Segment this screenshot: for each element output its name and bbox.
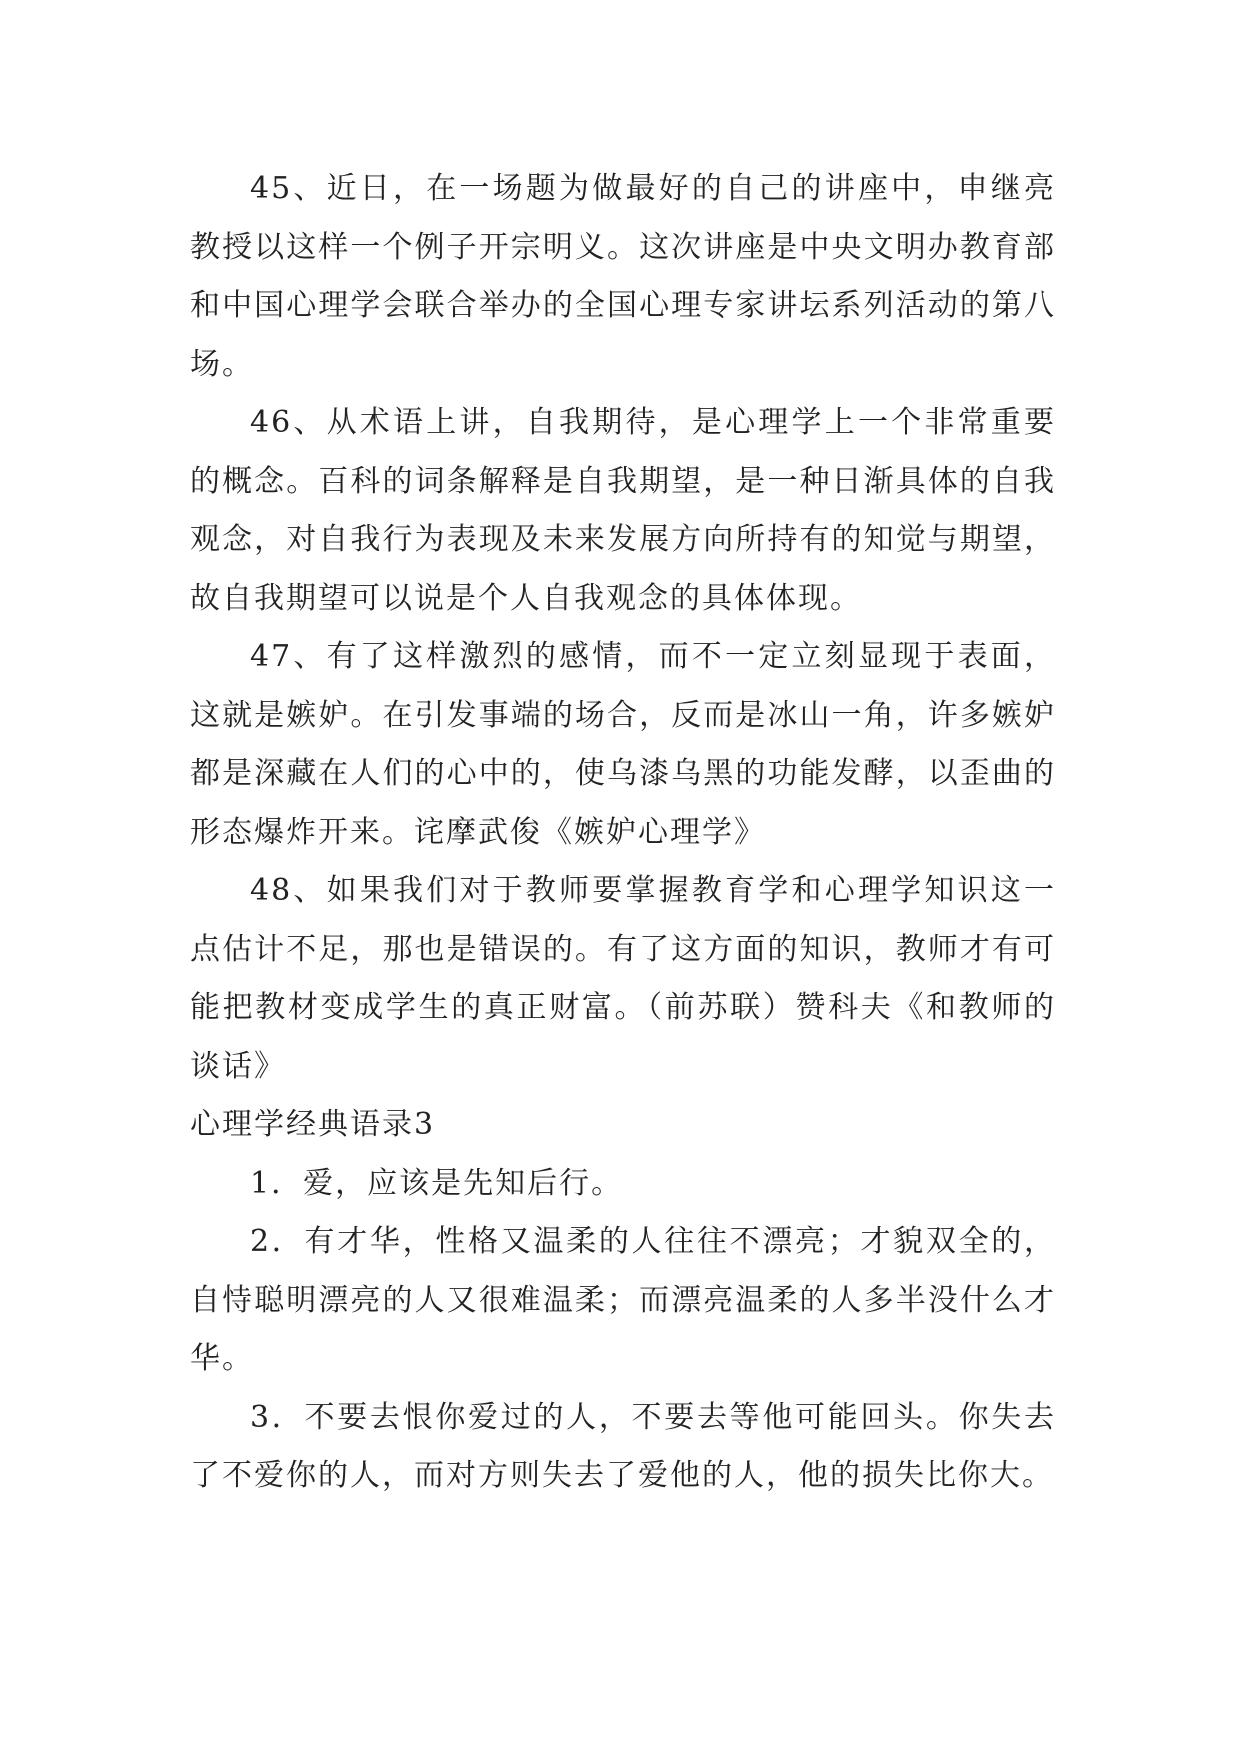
document-body bbox=[190, 160, 1056, 1506]
section-heading: 心理学经典语录3 bbox=[190, 1107, 436, 1142]
paragraph-47: 47、有了这样激烈的感情，而不一定立刻显现于表面，这就是嫉妒。在引发事端的场合，反而是冰山一角，许多嫉妒都是深藏在人们的心中的，使乌漆乌黑的功能发酵，以歪曲的形态爆炸开来。诧摩武俊《嫉妒心理学》 bbox=[190, 639, 1056, 850]
quote-item-1: 1．爱，应该是先知后行。 bbox=[250, 1165, 624, 1201]
quote-item-3: 3．不要去恨你爱过的人，不要去等他可能回头。你失去了不爱你的人，而对方则失去了爱他的人，他的损失比你大。 bbox=[190, 1399, 1056, 1493]
paragraph-45: 45、近日，在一场题为做最好的自己的讲座中，申继亮教授以这样一个例子开宗明义。这次讲座是中央文明办教育部和中国心理学会联合举办的全国心理专家讲坛系列活动的第八场。 bbox=[190, 171, 1056, 382]
quote-item-2: 2．有才华，性格又温柔的人往往不漂亮；才貌双全的，自恃聪明漂亮的人又很难温柔；而漂亮温柔的人多半没什么才华。 bbox=[190, 1224, 1056, 1376]
paragraph-48: 48、如果我们对于教师要掌握教育学和心理学知识这一点估计不足，那也是错误的。有了这方面的知识，教师才有可能把教材变成学生的真正财富。（前苏联）赞科夫《和教师的谈话》 bbox=[190, 873, 1056, 1084]
paragraph-46: 46、从术语上讲，自我期待，是心理学上一个非常重要的概念。百科的词条解释是自我期望，是一种日渐具体的自我观念，对自我行为表现及未来发展方向所持有的知觉与期望，故自我期望可以说是个人自我观念的具体体现。 bbox=[190, 405, 1056, 616]
